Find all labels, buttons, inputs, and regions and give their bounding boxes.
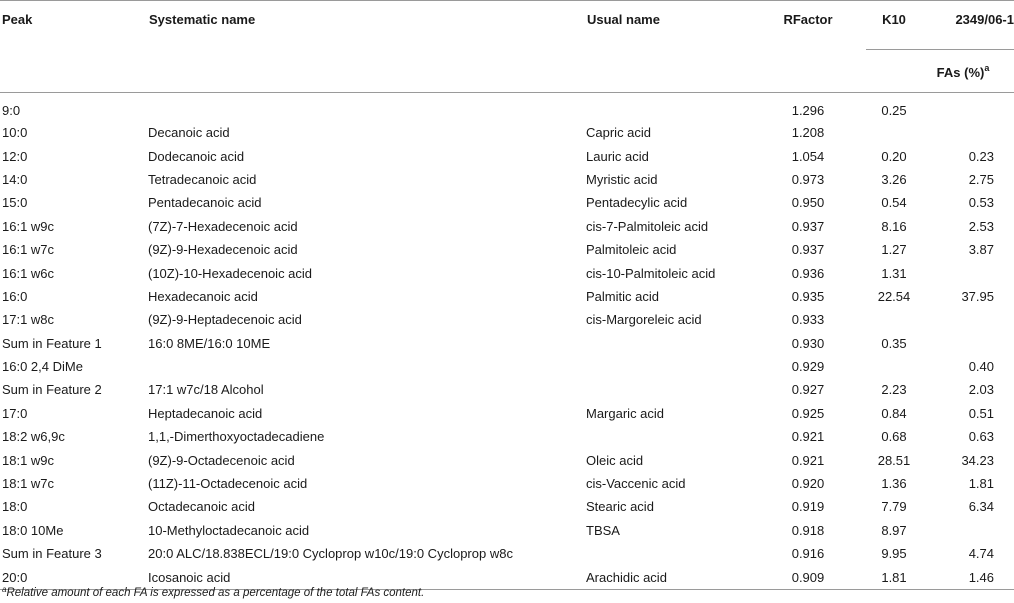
cell-k10: 7.79 [881, 499, 907, 515]
cell-systematic-name: Octadecanoic acid [148, 499, 255, 515]
cell-rfactor: 0.920 [791, 476, 825, 492]
cell-2349: 34.23 [961, 452, 994, 468]
header-rfactor: RFactor [750, 1, 866, 50]
cell-systematic-name: Dodecanoic acid [148, 148, 245, 164]
cell-peak: 18:0 [2, 499, 28, 515]
cell-2349: 2.75 [968, 171, 994, 187]
cell-2349 [922, 519, 1014, 542]
cell-usual-name: cis-7-Palmitoleic acid [586, 218, 709, 234]
footnote-marker: a [984, 62, 990, 73]
cell-k10: 8.97 [881, 522, 907, 538]
header-fas-group [866, 50, 1014, 93]
cell-systematic-name [148, 93, 586, 122]
table-footnote: $^a$Relative amount of each FA is expressed as a percentage of the total FAs content. [2, 585, 425, 599]
cell-rfactor: 0.918 [791, 522, 825, 538]
table-row [0, 144, 1014, 167]
cell-peak: 15:0 [2, 195, 28, 211]
cell-2349: 0.63 [968, 429, 994, 445]
cell-2349 [922, 308, 1014, 331]
cell-2349 [922, 121, 1014, 144]
cell-systematic-name: Tetradecanoic acid [148, 171, 257, 187]
cell-peak: 14:0 [2, 171, 28, 187]
cell-rfactor: 0.973 [791, 171, 825, 187]
cell-systematic-name [148, 355, 586, 378]
cell-usual-name: Capric acid [586, 125, 652, 141]
cell-usual-name: cis-10-Palmitoleic acid [586, 265, 716, 281]
cell-2349: 3.87 [968, 242, 994, 258]
cell-usual-name: Stearic acid [586, 499, 654, 515]
cell-peak: 16:1 w9c [2, 218, 55, 234]
cell-peak: 18:0 10Me [2, 522, 64, 538]
header-peak: Peak [0, 1, 148, 50]
cell-rfactor: 0.937 [791, 218, 825, 234]
table-row [0, 519, 1014, 542]
cell-k10: 0.68 [881, 429, 907, 445]
cell-peak: Sum in Feature 2 [2, 382, 102, 398]
cell-systematic-name: (9Z)-9-Heptadecenoic acid [148, 312, 302, 328]
cell-rfactor: 0.930 [791, 335, 825, 351]
cell-2349: 1.46 [922, 565, 1014, 589]
cell-k10: 1.31 [881, 265, 907, 281]
cell-k10: 0.20 [881, 148, 907, 164]
cell-systematic-name: (7Z)-7-Hexadecenoic acid [148, 218, 298, 234]
cell-k10 [866, 355, 922, 378]
cell-k10: 28.51 [877, 452, 911, 468]
cell-systematic-name: (10Z)-10-Hexadecenoic acid [148, 265, 313, 281]
cell-usual-name [586, 355, 750, 378]
cell-2349 [922, 332, 1014, 355]
cell-systematic-name: Hexadecanoic acid [148, 288, 258, 304]
cell-systematic-name: Icosanoic acid [148, 565, 586, 589]
cell-peak: 18:1 w9c [2, 452, 55, 468]
cell-systematic-name: (11Z)-11-Octadecenoic acid [148, 476, 308, 492]
cell-k10 [866, 121, 922, 144]
cell-rfactor: 1.054 [791, 148, 825, 164]
table-row [0, 121, 1014, 144]
cell-usual-name: Lauric acid [586, 148, 649, 164]
cell-2349: 2.03 [968, 382, 994, 398]
cell-2349: 6.34 [968, 499, 994, 515]
cell-2349: 1.81 [968, 476, 994, 492]
cell-peak: 16:1 w7c [2, 242, 55, 258]
header-systematic-name: Systematic name [148, 1, 586, 50]
cell-peak: Sum in Feature 3 [2, 546, 102, 562]
cell-rfactor: 0.929 [791, 359, 825, 375]
cell-2349 [922, 93, 1014, 122]
table-row [0, 472, 1014, 495]
header-2349: 2349/06-1 [922, 1, 1014, 50]
cell-2349: 0.51 [968, 405, 994, 421]
cell-usual-name: Arachidic acid [586, 565, 750, 589]
cell-k10: 3.26 [881, 171, 907, 187]
cell-rfactor: 0.935 [791, 288, 825, 304]
table-row [0, 261, 1014, 284]
cell-systematic-name: (9Z)-9-Octadecenoic acid [148, 452, 295, 468]
cell-usual-name [586, 332, 750, 355]
table-row [0, 542, 1014, 565]
cell-k10 [866, 308, 922, 331]
cell-systematic-name: Heptadecanoic acid [148, 405, 263, 421]
cell-usual-name: Oleic acid [586, 452, 644, 468]
cell-peak: 17:0 [2, 405, 28, 421]
cell-k10: 1.36 [881, 476, 907, 492]
cell-systematic-name: Pentadecanoic acid [148, 195, 262, 211]
cell-rfactor: 0.916 [791, 546, 825, 562]
cell-k10: 0.84 [881, 405, 907, 421]
cell-peak: 20:0 [0, 565, 148, 589]
cell-peak: 12:0 [2, 148, 28, 164]
table-row [0, 93, 1014, 122]
cell-systematic-name: 10-Methyloctadecanoic acid [148, 522, 310, 538]
cell-systematic-name: 20:0 ALC/18.838ECL/19:0 Cycloprop w10c/19:0 Cycloprop w8c [148, 546, 513, 562]
cell-peak: 16:1 w6c [2, 265, 55, 281]
table-row [0, 215, 1014, 238]
table-header [0, 1, 1014, 93]
cell-k10: 1.81 [866, 565, 922, 589]
table-row [0, 308, 1014, 331]
cell-usual-name: Margaric acid [586, 405, 665, 421]
table-row [0, 448, 1014, 471]
cell-rfactor: 0.936 [791, 265, 825, 281]
table-row [0, 378, 1014, 401]
header-fas-label: FAs (%)$^a$ [936, 62, 990, 80]
cell-usual-name [586, 378, 750, 401]
cell-2349: 0.23 [968, 148, 994, 164]
table-row [0, 402, 1014, 425]
cell-2349: 4.74 [968, 546, 994, 562]
cell-rfactor: 0.933 [791, 312, 825, 328]
table-row [0, 495, 1014, 518]
cell-2349: 0.53 [968, 195, 994, 211]
cell-usual-name: Myristic acid [586, 171, 658, 187]
cell-usual-name [586, 425, 750, 448]
cell-rfactor: 0.925 [791, 405, 825, 421]
cell-systematic-name: Decanoic acid [148, 125, 230, 141]
cell-rfactor: 0.927 [791, 382, 825, 398]
cell-rfactor: 0.937 [791, 242, 825, 258]
cell-peak: 10:0 [2, 125, 28, 141]
cell-k10: 0.54 [881, 195, 907, 211]
header-k10: K10 [866, 1, 922, 50]
cell-systematic-name: 17:1 w7c/18 Alcohol [148, 382, 264, 398]
cell-rfactor: 1.296 [791, 102, 825, 118]
cell-systematic-name: 16:0 8ME/16:0 10ME [148, 335, 271, 351]
cell-usual-name: Palmitic acid [586, 288, 659, 304]
cell-2349: 0.40 [968, 359, 994, 375]
table-row [0, 285, 1014, 308]
table-row [0, 355, 1014, 378]
cell-usual-name: cis-Margoreleic acid [586, 312, 702, 328]
cell-rfactor: 0.921 [791, 429, 825, 445]
cell-peak: 18:2 w6,9c [2, 429, 65, 445]
cell-k10: 2.23 [881, 382, 907, 398]
cell-k10: 0.35 [881, 335, 907, 351]
cell-peak: 16:0 2,4 DiMe [2, 359, 83, 375]
cell-2349: 37.95 [961, 288, 994, 304]
cell-usual-name: cis-Vaccenic acid [586, 476, 686, 492]
cell-usual-name: Palmitoleic acid [586, 242, 677, 258]
cell-k10: 9.95 [881, 546, 907, 562]
table-body [0, 93, 1014, 590]
cell-usual-name [586, 542, 750, 565]
cell-rfactor: 0.921 [791, 452, 825, 468]
cell-k10: 1.27 [881, 242, 907, 258]
cell-rfactor: 1.208 [791, 125, 825, 141]
table-row [0, 238, 1014, 261]
cell-rfactor: 0.950 [791, 195, 825, 211]
cell-peak: 9:0 [2, 102, 21, 118]
cell-systematic-name: 1,1,-Dimerthoxyoctadecadiene [148, 429, 325, 445]
cell-usual-name: TBSA [586, 522, 620, 538]
cell-rfactor: 0.909 [750, 565, 866, 589]
cell-peak: 16:0 [2, 288, 28, 304]
cell-peak: Sum in Feature 1 [2, 335, 102, 351]
header-usual-name: Usual name [586, 1, 750, 50]
table-row [0, 191, 1014, 214]
cell-peak: 17:1 w8c [2, 312, 55, 328]
cell-rfactor: 0.919 [791, 499, 825, 515]
cell-usual-name: Pentadecylic acid [586, 195, 688, 211]
cell-usual-name [586, 93, 750, 122]
cell-k10: 0.25 [881, 102, 907, 118]
cell-k10: 8.16 [881, 218, 907, 234]
cell-k10: 22.54 [877, 288, 911, 304]
cell-2349: 2.53 [968, 218, 994, 234]
cell-2349 [922, 261, 1014, 284]
cell-peak: 18:1 w7c [2, 476, 55, 492]
table-row [0, 168, 1014, 191]
table-row [0, 332, 1014, 355]
table-row [0, 425, 1014, 448]
cell-systematic-name: (9Z)-9-Hexadecenoic acid [148, 242, 298, 258]
